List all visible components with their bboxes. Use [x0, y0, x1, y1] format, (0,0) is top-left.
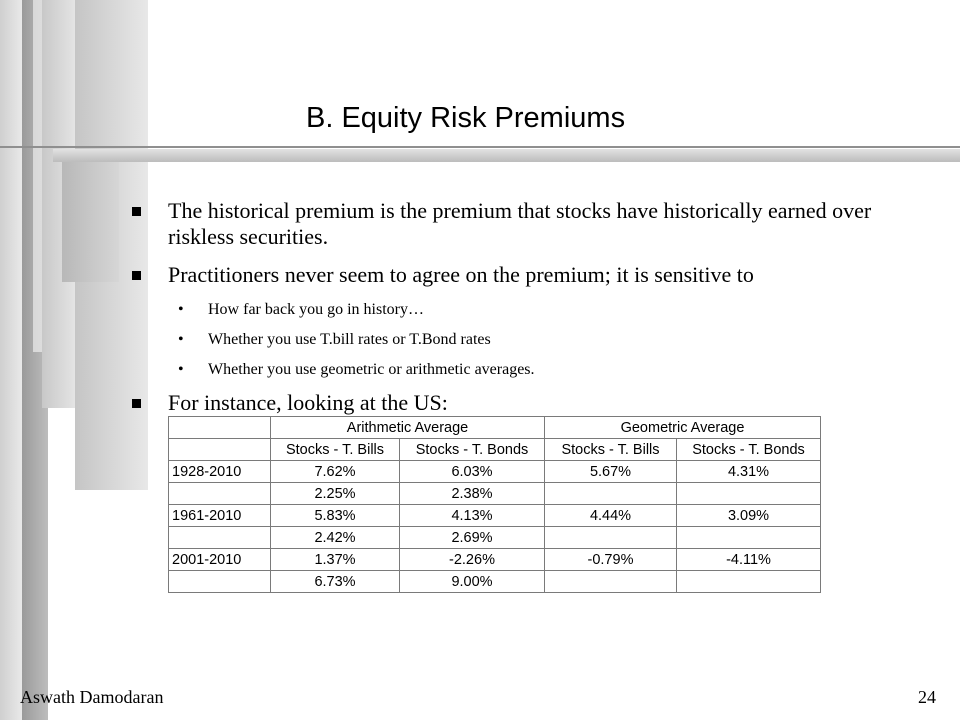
dot-bullet-icon: • — [178, 331, 184, 348]
title-divider-bar — [53, 149, 960, 162]
dot-bullet-icon: • — [178, 361, 184, 378]
header-blank-cell — [169, 417, 271, 439]
value-cell: 2.69% — [400, 527, 545, 549]
geometric-average-header: Geometric Average — [545, 417, 821, 439]
sub-bullet-text: Whether you use geometric or arithmetic averages. — [208, 361, 535, 378]
bullet-item-1 — [130, 198, 910, 250]
value-cell: 6.73% — [271, 571, 400, 593]
value-cell: 4.31% — [677, 461, 821, 483]
period-cell — [169, 483, 271, 505]
value-cell: 2.38% — [400, 483, 545, 505]
square-bullet-icon — [132, 271, 141, 280]
value-cell — [545, 571, 677, 593]
period-cell — [169, 571, 271, 593]
bullet-text: For instance, looking at the US: — [168, 390, 448, 415]
title-divider-line — [0, 146, 960, 148]
value-cell: 4.44% — [545, 505, 677, 527]
header-blank-cell — [169, 439, 271, 461]
value-cell: 5.83% — [271, 505, 400, 527]
footer-author: Aswath Damodaran — [20, 687, 164, 707]
arithmetic-average-header: Arithmetic Average — [271, 417, 545, 439]
column-header: Stocks - T. Bonds — [677, 439, 821, 461]
value-cell — [677, 483, 821, 505]
table-row — [169, 549, 821, 571]
slide-title: B. Equity Risk Premiums — [306, 102, 626, 134]
column-header: Stocks - T. Bonds — [400, 439, 545, 461]
group-header-row — [169, 417, 821, 439]
dot-bullet-icon: • — [178, 301, 184, 318]
table-row — [169, 505, 821, 527]
period-cell: 1961-2010 — [169, 505, 271, 527]
period-cell: 1928-2010 — [169, 461, 271, 483]
value-cell: -0.79% — [545, 549, 677, 571]
value-cell: 4.13% — [400, 505, 545, 527]
decor-bar-6 — [62, 160, 119, 282]
sub-bullet-text: How far back you go in history… — [208, 301, 424, 318]
value-cell: 5.67% — [545, 461, 677, 483]
bullet-text: Practitioners never seem to agree on the premium; it is sensitive to — [168, 262, 754, 287]
period-cell — [169, 527, 271, 549]
sub-bullet-text: Whether you use T.bill rates or T.Bond rates — [208, 331, 491, 348]
table-row — [169, 527, 821, 549]
bullet-item-2 — [130, 262, 910, 288]
bullet-item-3 — [130, 390, 910, 416]
value-cell: 9.00% — [400, 571, 545, 593]
column-header: Stocks - T. Bills — [545, 439, 677, 461]
table-row — [169, 461, 821, 483]
decor-bar-1 — [0, 0, 22, 720]
value-cell — [545, 483, 677, 505]
column-header-row — [169, 439, 821, 461]
value-cell: 6.03% — [400, 461, 545, 483]
value-cell: 2.42% — [271, 527, 400, 549]
footer-page-number: 24 — [918, 687, 936, 707]
bullet-list — [130, 198, 910, 428]
square-bullet-icon — [132, 399, 141, 408]
value-cell: -2.26% — [400, 549, 545, 571]
value-cell: -4.11% — [677, 549, 821, 571]
column-header: Stocks - T. Bills — [271, 439, 400, 461]
value-cell — [677, 571, 821, 593]
risk-premium-table — [168, 416, 821, 593]
sub-bullet-2 — [130, 330, 910, 350]
bullet-text: The historical premium is the premium that stocks have historically earned over riskless securities. — [168, 198, 872, 249]
sub-bullet-1 — [130, 300, 910, 320]
value-cell: 7.62% — [271, 461, 400, 483]
table-row — [169, 483, 821, 505]
value-cell — [677, 527, 821, 549]
sub-bullet-3 — [130, 360, 910, 380]
period-cell: 2001-2010 — [169, 549, 271, 571]
value-cell: 2.25% — [271, 483, 400, 505]
square-bullet-icon — [132, 207, 141, 216]
value-cell: 1.37% — [271, 549, 400, 571]
table-row — [169, 571, 821, 593]
value-cell — [545, 527, 677, 549]
value-cell: 3.09% — [677, 505, 821, 527]
